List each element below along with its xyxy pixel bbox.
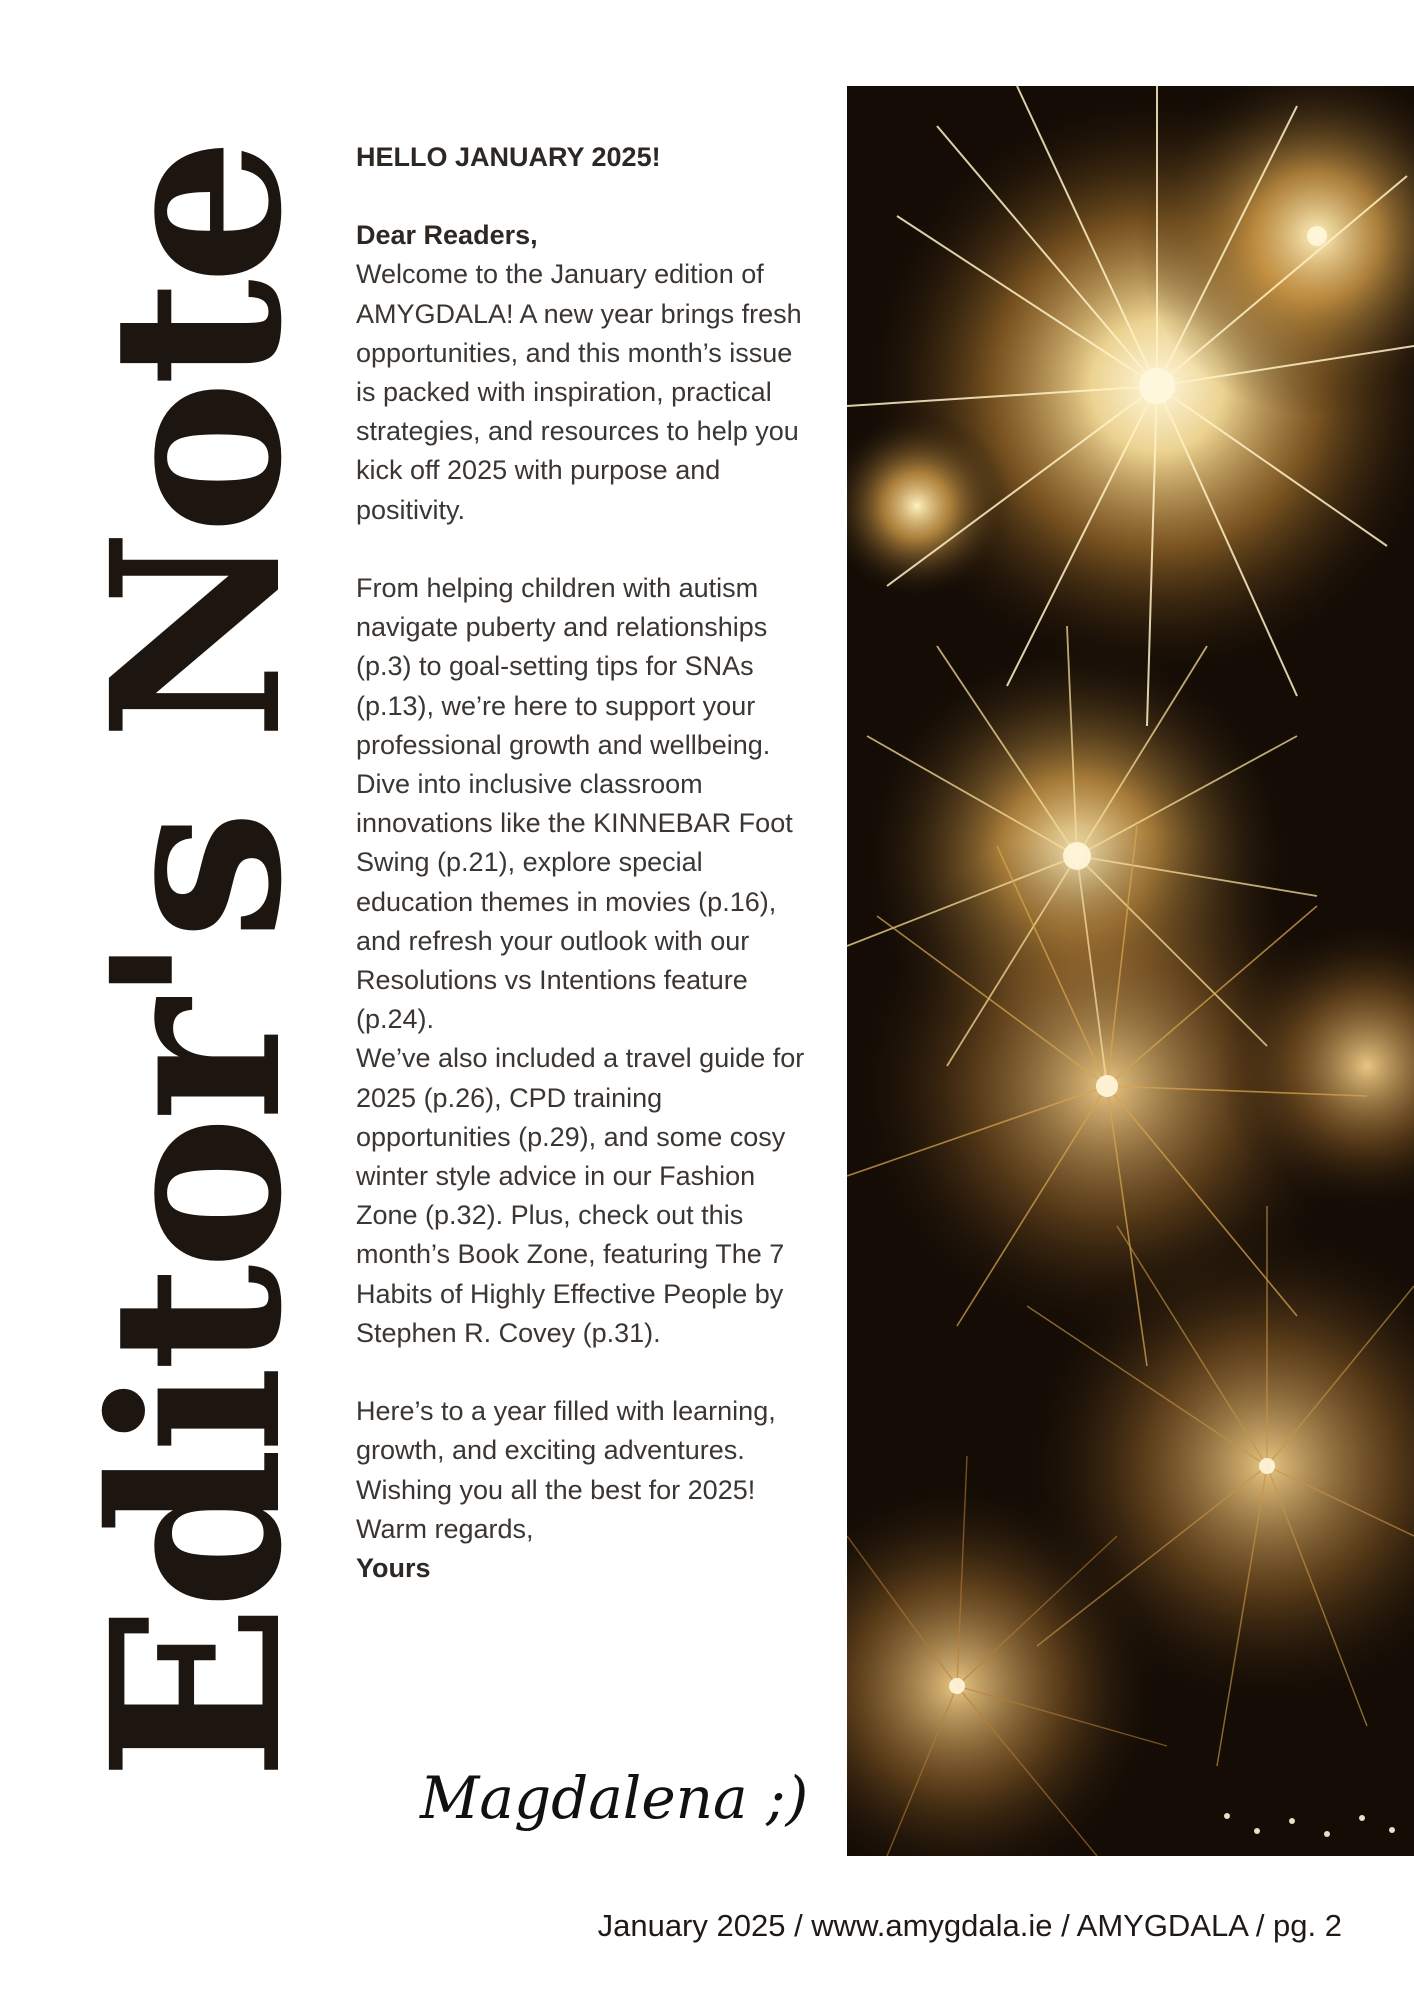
editor-note-article xyxy=(356,138,806,1588)
signature xyxy=(410,1740,830,1860)
salutation: Dear Readers, xyxy=(356,220,538,251)
paragraph-gap xyxy=(356,530,806,569)
paragraph-3: We’ve also included a travel guide for 2025 (p.26), CPD training opportunities (p.29), and some cosy winter style advice in our Fashion Zone (p.32). Plus, check out this month’s Book Zone, featuring The 7 Habits of Highly Effective People by Stephen R. Covey (p.31). xyxy=(356,1043,805,1348)
page-title: Editor's Note xyxy=(60,143,333,1781)
footer: January 2025 / www.amygdala.ie / AMYGDALA / pg. 2 xyxy=(597,1908,1342,1943)
fireworks-illustration xyxy=(847,86,1414,1856)
title-area xyxy=(60,112,333,1812)
paragraph-4: Here’s to a year filled with learning, growth, and exciting adventures. Wishing you all the best for 2025! xyxy=(356,1396,776,1505)
closing-bold: Yours xyxy=(356,1553,431,1584)
article-heading: HELLO JANUARY 2025! xyxy=(356,142,661,172)
signature-svg xyxy=(410,1740,830,1860)
paragraph-1: Welcome to the January edition of AMYGDALA! A new year brings fresh opportunities, and this month’s issue is packed with inspiration, practical strategies, and resources to help you kick off 2025 with purpose and positivity. xyxy=(356,259,802,525)
paragraph-gap xyxy=(356,1353,806,1392)
closing-line: Warm regards, xyxy=(356,1513,534,1544)
paragraph-2: From helping children with autism navigate puberty and relationships (p.3) to goal-setting tips for SNAs (p.13), we’re here to support your professional growth and wellbeing. Dive into inclusive classroom innovations like the KINNEBAR Foot Swing (p.21), explore special education themes in movies (p.16), and refresh your outlook with our Resolutions vs Intentions feature (p.24). xyxy=(356,573,793,1035)
fireworks-photo xyxy=(847,86,1414,1856)
signature-text: Magdalena ;) xyxy=(420,1764,809,1832)
